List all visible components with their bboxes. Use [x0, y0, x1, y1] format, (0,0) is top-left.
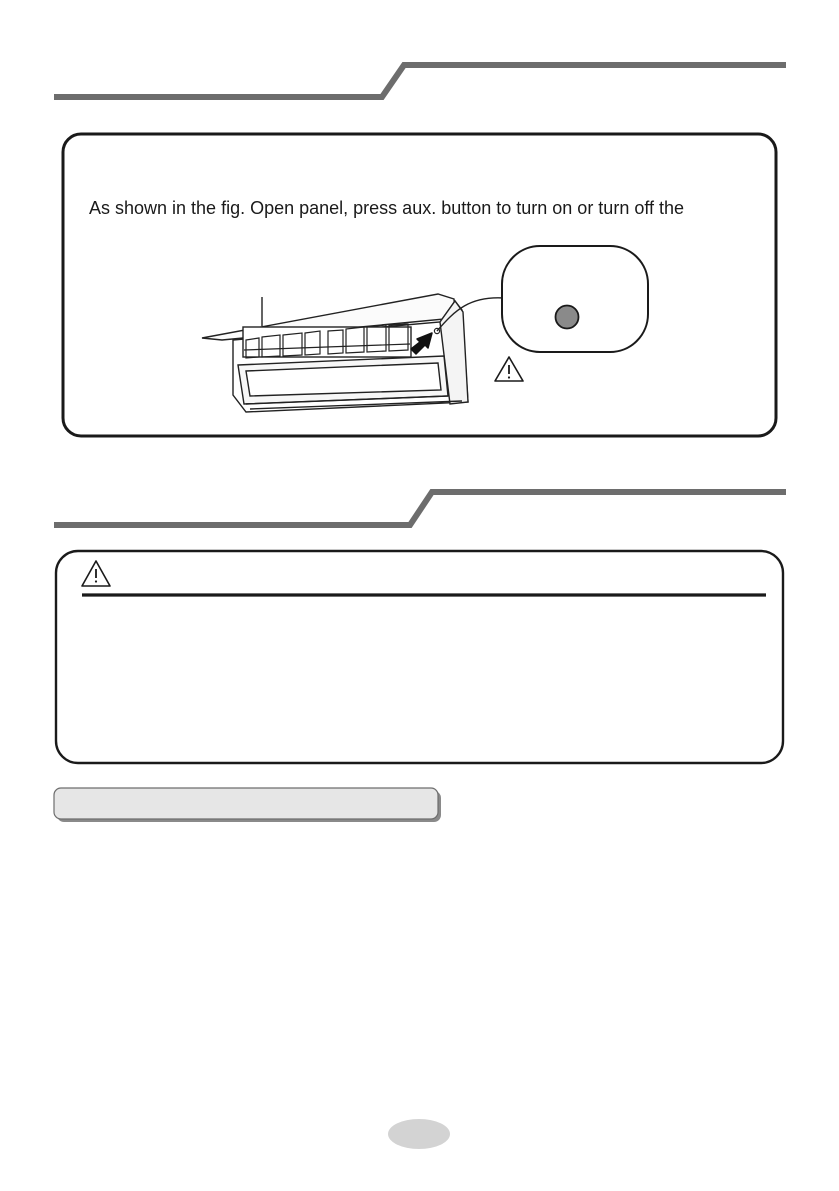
emergency-instruction-text: As shown in the fig. Open panel, press aux. button to turn on or turn off the [89, 198, 685, 218]
